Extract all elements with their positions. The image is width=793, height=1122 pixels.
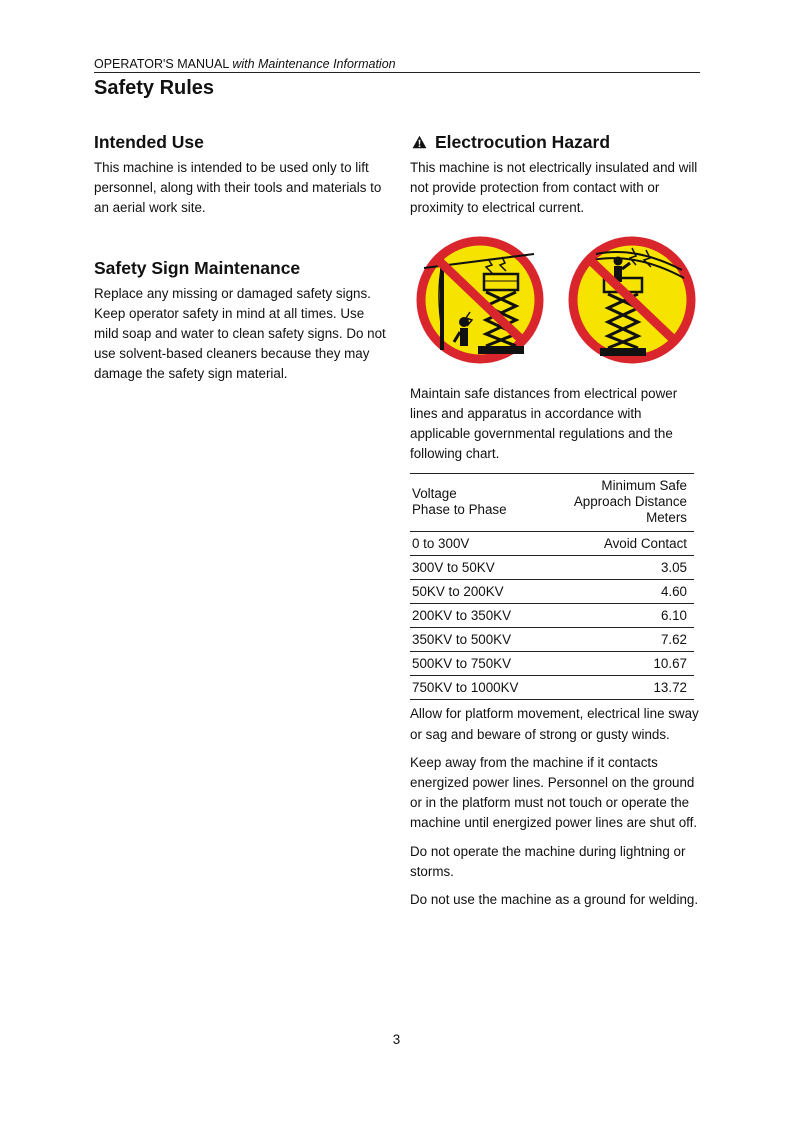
voltage-cell: 300V to 50KV [410, 556, 548, 580]
sign-maintenance-section [94, 258, 386, 385]
distance-cell: 10.67 [548, 652, 694, 676]
table-row [410, 676, 694, 700]
intended-use-heading: Intended Use [94, 132, 204, 152]
intended-use-section [94, 132, 386, 219]
distance-cell: 6.10 [548, 604, 694, 628]
distance-cell: 13.72 [548, 676, 694, 700]
prohibition-signs [414, 234, 704, 368]
lightning-text: Do not operate the machine during lightning or storms. [410, 843, 686, 879]
table-row [410, 604, 694, 628]
distance-cell: 7.62 [548, 628, 694, 652]
electrocution-heading [410, 132, 704, 153]
manual-subtitle: with Maintenance Information [232, 57, 396, 71]
sign-maintenance-heading: Safety Sign Maintenance [94, 257, 301, 278]
voltage-cell: 750KV to 1000KV [410, 676, 548, 700]
table-row [410, 556, 694, 580]
right-column [410, 132, 704, 910]
electrocution-heading-text: Electrocution Hazard [435, 132, 611, 152]
voltage-column-header: Voltage Phase to Phase [410, 474, 548, 532]
distance-cell: 4.60 [548, 580, 694, 604]
distance-column-header: Minimum Safe Approach Distance Meters [548, 474, 694, 532]
power-line-contact-prohibition-icon [414, 234, 546, 366]
voltage-cell: 500KV to 750KV [410, 652, 548, 676]
sign-maintenance-text: Replace any missing or damaged safety signs. Keep operator safety in mind at all times. Use mild soap and water to clean safety signs. Do not use solvent-based cleaners because they may damage the safety sign material. [94, 285, 386, 382]
maintain-distance-text: Maintain safe distances from electrical power lines and apparatus in accordance with applicable governmental regulations and the following chart. [410, 385, 678, 462]
keep-away-text: Keep away from the machine if it contacts energized power lines. Personnel on the ground or in the platform must not touch or operate the machine until energized power lines are shut off. [410, 754, 698, 831]
voltage-cell: 200KV to 350KV [410, 604, 548, 628]
voltage-cell: 350KV to 500KV [410, 628, 548, 652]
table-row [410, 580, 694, 604]
table-header-row [410, 474, 694, 532]
distance-cell: 3.05 [548, 556, 694, 580]
page-title: Safety Rules [94, 77, 215, 99]
approach-distance-table [410, 473, 694, 700]
intended-use-text: This machine is intended to be used only to lift personnel, along with their tools and materials to an aerial work site. [94, 160, 382, 216]
table-row [410, 628, 694, 652]
welding-text: Do not use the machine as a ground for welding. [410, 892, 699, 908]
distance-cell: Avoid Contact [548, 532, 694, 556]
electrocution-intro: This machine is not electrically insulated and will not provide protection from contact with or proximity to electrical current. [410, 160, 698, 216]
table-row [410, 652, 694, 676]
voltage-cell: 50KV to 200KV [410, 580, 548, 604]
manual-title: OPERATOR'S MANUAL [94, 57, 229, 71]
running-header [94, 57, 700, 73]
lift-near-power-line-prohibition-icon [566, 234, 698, 366]
table-row [410, 532, 694, 556]
sway-text: Allow for platform movement, electrical line sway or sag and beware of strong or gusty winds. [410, 706, 699, 742]
page-number: 3 [392, 1032, 401, 1047]
left-column [94, 132, 386, 385]
warning-triangle-icon [412, 135, 427, 149]
voltage-cell: 0 to 300V [410, 532, 548, 556]
